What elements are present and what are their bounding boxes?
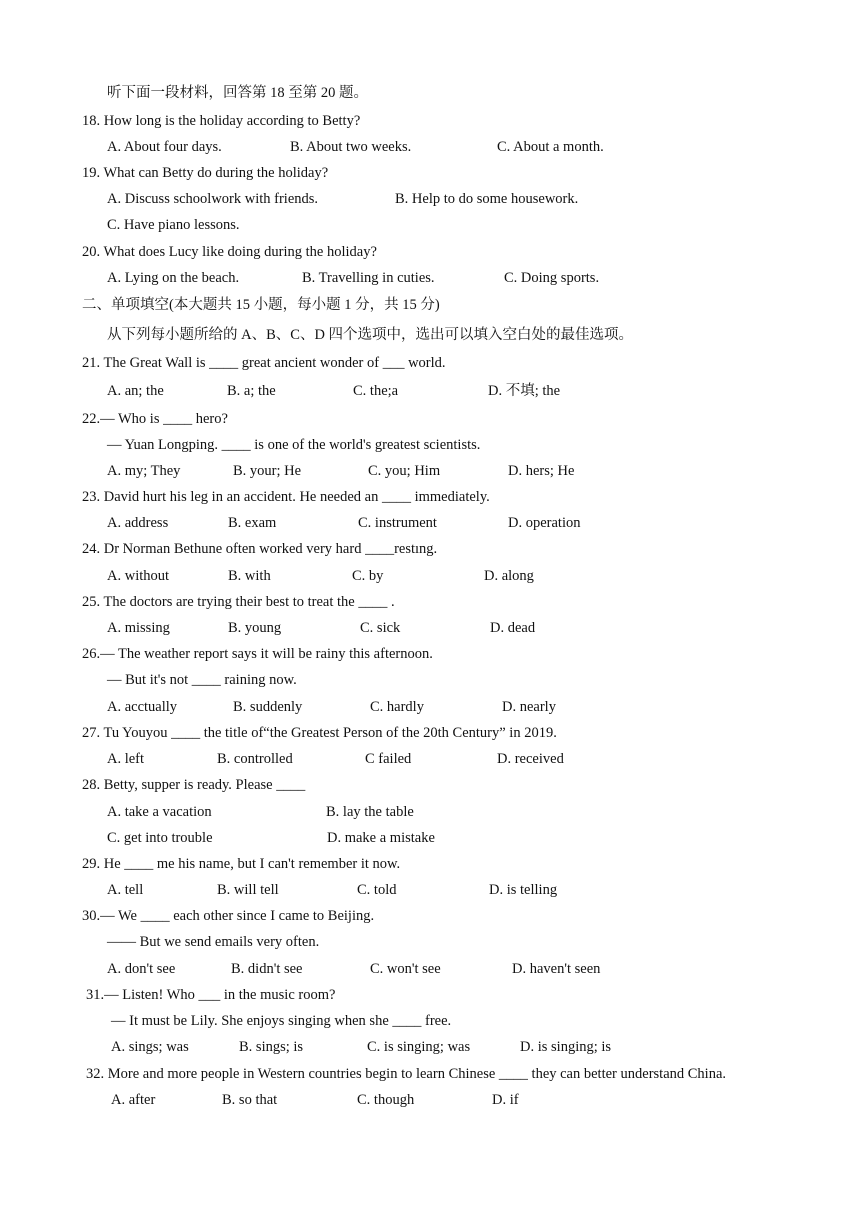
q31-option-b: B. sings; is bbox=[239, 1039, 304, 1055]
question-30-line-2: —— But we send emails very often. bbox=[107, 934, 320, 950]
question-24: 24. Dr Norman Bethune often worked very hard ____restıng. bbox=[82, 541, 438, 557]
q30-option-d: D. haven't seen bbox=[512, 961, 601, 977]
q23-option-a: A. address bbox=[107, 515, 169, 531]
q19-option-c: C. Have piano lessons. bbox=[107, 217, 240, 233]
question-26: 26.— The weather report says it will be rainy this afternoon. bbox=[82, 646, 433, 662]
q20-option-b: B. Travelling in cuties. bbox=[302, 270, 435, 286]
q21-option-c: C. the;a bbox=[353, 383, 399, 399]
q25-option-c: C. sick bbox=[360, 620, 401, 636]
q21-option-a: A. an; the bbox=[107, 383, 164, 399]
question-28: 28. Betty, supper is ready. Please ____ bbox=[82, 777, 306, 793]
question-20: 20. What does Lucy like doing during the holiday? bbox=[82, 244, 377, 260]
q30-option-a: A. don't see bbox=[107, 961, 176, 977]
question-31: 31.— Listen! Who ___ in the music room? bbox=[86, 987, 336, 1003]
q23-option-d: D. operation bbox=[508, 515, 581, 531]
question-22: 22.— Who is ____ hero? bbox=[82, 411, 228, 427]
q27-option-a: A. left bbox=[107, 751, 145, 767]
q25-option-b: B. young bbox=[228, 620, 282, 636]
q29-option-d: D. is telling bbox=[489, 882, 558, 898]
question-26-line-2: — But it's not ____ raining now. bbox=[107, 672, 297, 688]
q28-option-c: C. get into trouble bbox=[107, 830, 213, 846]
question-21: 21. The Great Wall is ____ great ancient wonder of ___ world. bbox=[82, 355, 446, 371]
q21-option-d: D. 不填; the bbox=[488, 383, 561, 399]
q25-option-a: A. missing bbox=[107, 620, 170, 636]
question-23: 23. David hurt his leg in an accident. He needed an ____ immediately. bbox=[82, 489, 490, 505]
q28-option-d: D. make a mistake bbox=[327, 830, 435, 846]
q28-option-b: B. lay the table bbox=[326, 804, 414, 820]
question-19: 19. What can Betty do during the holiday? bbox=[82, 165, 329, 181]
q30-option-b: B. didn't see bbox=[231, 961, 303, 977]
q31-option-c: C. is singing; was bbox=[367, 1039, 471, 1055]
q18-option-c: C. About a month. bbox=[497, 139, 604, 155]
q22-option-c: C. you; Him bbox=[368, 463, 441, 479]
q19-option-b: B. Help to do some housework. bbox=[395, 191, 579, 207]
q29-option-c: C. told bbox=[357, 882, 397, 898]
q24-option-b: B. with bbox=[228, 568, 271, 584]
q21-option-b: B. a; the bbox=[227, 383, 276, 399]
q32-option-a: A. after bbox=[111, 1092, 156, 1108]
q32-option-c: C. though bbox=[357, 1092, 415, 1108]
section-2-instruction: 从下列每小题所给的 A、B、C、D 四个选项中，选出可以填入空白处的最佳选项。 bbox=[107, 327, 634, 343]
q27-option-c: C failed bbox=[365, 751, 412, 767]
q25-option-d: D. dead bbox=[490, 620, 536, 636]
q24-option-a: A. without bbox=[107, 568, 170, 584]
question-32: 32. More and more people in Western countries begin to learn Chinese ____ they can better understand China. bbox=[86, 1066, 727, 1082]
q22-option-a: A. my; They bbox=[107, 463, 181, 479]
q26-option-d: D. nearly bbox=[502, 699, 556, 715]
listening-intro: 听下面一段材料，回答第 18 至第 20 题。 bbox=[107, 85, 368, 101]
q23-option-c: C. instrument bbox=[358, 515, 437, 531]
q20-option-a: A. Lying on the beach. bbox=[107, 270, 240, 286]
question-27: 27. Tu Youyou ____ the title of“the Greatest Person of the 20th Century” in 2019. bbox=[82, 725, 557, 741]
q29-option-a: A. tell bbox=[107, 882, 144, 898]
q31-option-a: A. sings; was bbox=[111, 1039, 189, 1055]
section-2-title: 二、单项填空(本大题共 15 小题，每小题 1 分，共 15 分) bbox=[82, 297, 440, 313]
q26-option-b: B. suddenly bbox=[233, 699, 303, 715]
q23-option-b: B. exam bbox=[228, 515, 277, 531]
q27-option-d: D. received bbox=[497, 751, 564, 767]
q18-option-a: A. About four days. bbox=[107, 139, 222, 155]
q26-option-c: C. hardly bbox=[370, 699, 424, 715]
question-25: 25. The doctors are trying their best to treat the ____ . bbox=[82, 594, 395, 610]
question-31-line-2: — It must be Lily. She enjoys singing when she ____ free. bbox=[111, 1013, 452, 1029]
q18-option-b: B. About two weeks. bbox=[290, 139, 412, 155]
q24-option-c: C. by bbox=[352, 568, 384, 584]
question-30: 30.— We ____ each other since I came to Beijing. bbox=[82, 908, 375, 924]
question-18: 18. How long is the holiday according to Betty? bbox=[82, 113, 361, 129]
q20-option-c: C. Doing sports. bbox=[504, 270, 600, 286]
q19-option-a: A. Discuss schoolwork with friends. bbox=[107, 191, 319, 207]
question-22-line-2: — Yuan Longping. ____ is one of the world's greatest scientists. bbox=[107, 437, 481, 453]
q27-option-b: B. controlled bbox=[217, 751, 293, 767]
q28-option-a: A. take a vacation bbox=[107, 804, 212, 820]
question-29: 29. He ____ me his name, but I can't remember it now. bbox=[82, 856, 401, 872]
q32-option-b: B. so that bbox=[222, 1092, 278, 1108]
q22-option-d: D. hers; He bbox=[508, 463, 575, 479]
q30-option-c: C. won't see bbox=[370, 961, 441, 977]
q22-option-b: B. your; He bbox=[233, 463, 302, 479]
q24-option-d: D. along bbox=[484, 568, 534, 584]
q29-option-b: B. will tell bbox=[217, 882, 279, 898]
q26-option-a: A. acctually bbox=[107, 699, 178, 715]
q31-option-d: D. is singing; is bbox=[520, 1039, 612, 1055]
q32-option-d: D. if bbox=[492, 1092, 519, 1108]
